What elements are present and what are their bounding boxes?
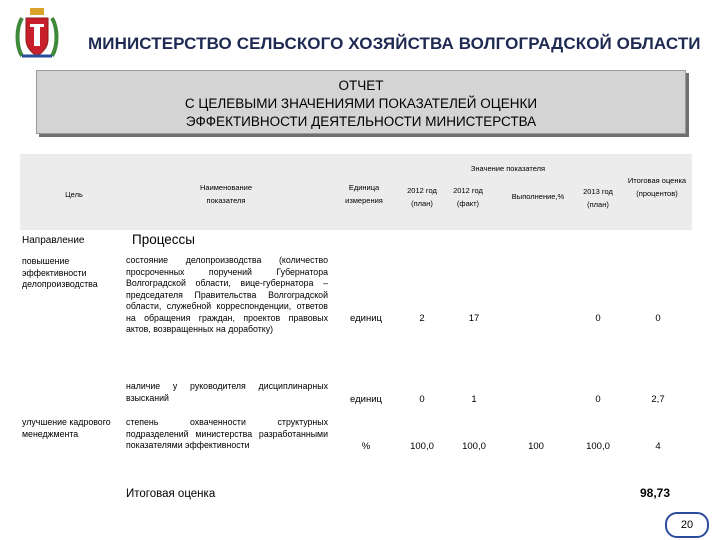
total-value: 98,73 [640,486,671,500]
header-indicator-name: Наименование показателя [200,183,252,205]
direction-label: Направление [22,235,85,246]
report-title-box [36,70,686,134]
row3-fact-2012: 100,0 [462,441,486,452]
report-title-line2: С ЦЕЛЕВЫМИ ЗНАЧЕНИЯМИ ПОКАЗАТЕЛЕЙ ОЦЕНКИ [184,96,538,111]
row2-unit: единиц [350,394,382,405]
header-plan-2013: 2013 год (план) [583,187,613,209]
report-title-line1: ОТЧЕТ [338,78,384,93]
row3-indicator: степень охваченности структурных подразделений министерства разработанными показателями эффективности [126,417,328,450]
header-unit: Единица измерения [345,183,383,205]
direction-value: Процессы [132,232,196,247]
row1-plan-2012: 2 [419,313,425,324]
header-final-score: Итоговая оценка (процентов) [627,176,687,198]
row2-plan-2012: 0 [419,394,425,405]
row3-plan-2012: 100,0 [410,441,434,452]
row2-plan-2013: 0 [595,394,601,405]
coat-of-arms-icon [14,6,60,66]
header-plan-2012: 2012 год (план) [407,186,437,208]
row2-final-score: 2,7 [651,394,665,405]
row3-plan-2013: 100,0 [586,441,610,452]
ministry-title: МИНИСТЕРСТВО СЕЛЬСКОГО ХОЗЯЙСТВА ВОЛГОГРАДСКОЙ ОБЛАСТИ [88,34,701,53]
row1-goal: повышение эффективности делопроизводства [22,256,98,289]
header-fact-2012: 2012 год (факт) [453,186,483,208]
row3-unit: % [361,441,371,452]
row1-unit: единиц [350,313,382,324]
row3-execution: 100 [528,441,544,452]
row2-fact-2012: 1 [471,394,477,405]
total-label: Итоговая оценка [126,488,216,500]
row3-goal: улучшение кадрового менеджмента [22,417,111,439]
header-goal: Цель [65,190,83,199]
page-number: 20 [665,512,709,538]
row2-indicator: наличие у руководителя дисциплинарных взысканий [126,381,328,403]
row3-final-score: 4 [655,441,661,452]
header-indicator-value: Значение показателя [470,164,546,173]
row1-final-score: 0 [655,313,661,324]
header-execution: Выполнение,% [511,192,565,201]
row1-plan-2013: 0 [595,313,601,324]
row1-fact-2012: 17 [468,313,480,324]
row1-indicator: состояние делопроизводства (количество просроченных поручений Губернатора Волгоградской области, вице-губернатора – председателя Правительства Волгоградской области, служебной корреспонденции, ответов на обращения граждан, проектов правовых актов, возвращенных на доработку) [126,255,328,334]
report-title-line3: ЭФФЕКТИВНОСТИ ДЕЯТЕЛЬНОСТИ МИНИСТЕРСТВА [185,114,537,129]
